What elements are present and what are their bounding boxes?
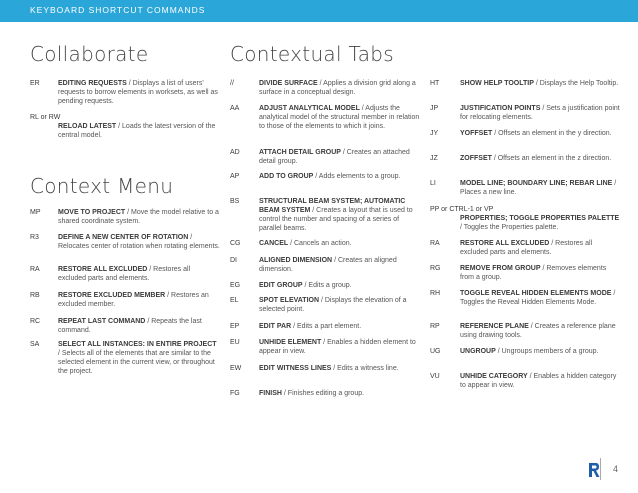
header-bar	[0, 0, 638, 22]
command-description: / Toggles the Properties palette.	[460, 224, 559, 231]
command-description: / Restores all excluded parts and elements.	[58, 266, 191, 282]
command-name: SHOW HELP TOOLTIP	[460, 80, 534, 87]
shortcut-key: RL or RW	[30, 114, 61, 121]
command-name: REFERENCE PLANE	[460, 323, 529, 330]
shortcut-key: EU	[230, 339, 240, 346]
shortcut-entry	[430, 104, 620, 122]
shortcut-entry	[430, 372, 620, 390]
command-name: JUSTIFICATION POINTS	[460, 105, 541, 112]
command-name: YOFFSET	[460, 130, 493, 137]
shortcut-entry	[430, 347, 620, 356]
shortcut-key: EW	[230, 365, 242, 372]
command-name: FINISH	[259, 390, 282, 397]
command-name: DIVIDE SURFACE	[259, 80, 318, 87]
shortcut-entry	[30, 79, 220, 106]
shortcut-entry	[230, 364, 422, 373]
command-name: TOGGLE REVEAL HIDDEN ELEMENTS MODE	[460, 290, 612, 297]
command-description: / Loads the latest version of the central model.	[58, 123, 216, 139]
shortcut-entry	[30, 113, 220, 140]
shortcut-key: EL	[230, 297, 239, 304]
shortcut-key: MP	[30, 209, 41, 216]
shortcut-key: PP or CTRL-1 or VP	[430, 206, 494, 213]
shortcut-entry	[30, 291, 220, 309]
shortcut-entry	[230, 148, 422, 166]
shortcut-entry	[30, 265, 220, 283]
shortcut-entry	[30, 317, 220, 335]
command-description: / Adds elements to a group.	[313, 173, 401, 180]
command-name: EDIT GROUP	[259, 282, 303, 289]
command-description: / Move the model relative to a shared coordinate system.	[58, 209, 219, 225]
command-name: CANCEL	[259, 240, 289, 247]
shortcut-key: RC	[30, 318, 41, 325]
command-description: / Removes elements from a group.	[460, 265, 607, 281]
command-name: STRUCTURAL BEAM SYSTEM; AUTOMATIC BEAM SYSTEM	[259, 198, 406, 214]
command-description: / Displays a list of users' requests to borrow elements in worksets, as well as pending requests.	[58, 80, 218, 105]
collaborate-title: Collaborate	[30, 42, 149, 66]
command-name: REPEAT LAST COMMAND	[58, 318, 146, 325]
command-name: ALIGNED DIMENSION	[259, 257, 333, 264]
shortcut-key: VU	[430, 373, 440, 380]
shortcut-key: RA	[30, 266, 40, 273]
command-name: PROPERTIES; TOGGLE PROPERTIES PALETTE	[460, 215, 620, 222]
shortcut-entry	[430, 264, 620, 282]
header-title: KEYBOARD SHORTCUT COMMANDS	[30, 5, 206, 15]
footer-divider	[600, 458, 601, 480]
shortcut-key: JP	[430, 105, 439, 112]
command-name: MOVE TO PROJECT	[58, 209, 126, 216]
command-name: UNHIDE ELEMENT	[259, 339, 322, 346]
command-description: / Selects all of the elements that are similar to the selected element in the current view, or throughout the project.	[58, 350, 215, 375]
shortcut-entry	[230, 338, 422, 356]
shortcut-entry	[30, 233, 220, 251]
command-description: / Restores all excluded parts and elements.	[460, 240, 593, 256]
command-description: / Applies a division grid along a surface in a conceptual design.	[259, 80, 416, 96]
shortcut-entry	[30, 340, 220, 376]
command-name: RELOAD LATEST	[58, 123, 117, 130]
command-description: / Edits a group.	[302, 282, 352, 289]
command-description: / Displays the elevation of a selected point.	[259, 297, 407, 313]
command-description: / Creates an aligned dimension.	[259, 257, 397, 273]
command-description: / Creates an attached detail group.	[259, 149, 410, 165]
command-name: ADD TO GROUP	[259, 173, 314, 180]
shortcut-entry	[430, 322, 620, 340]
shortcut-entry	[230, 322, 422, 331]
command-name: EDIT WITNESS LINES	[259, 365, 332, 372]
command-name: MODEL LINE; BOUNDARY LINE; REBAR LINE	[460, 180, 613, 187]
command-name: ZOFFSET	[460, 155, 492, 162]
command-description: / Edits a part element.	[291, 323, 362, 330]
shortcut-key: CG	[230, 240, 241, 247]
command-name: ATTACH DETAIL GROUP	[259, 149, 341, 156]
shortcut-key: LI	[430, 180, 436, 187]
command-description: / Offsets an element in the z direction.	[491, 155, 612, 162]
shortcut-key: RH	[430, 290, 441, 297]
command-description: / Ungroups members of a group.	[495, 348, 599, 355]
shortcut-key: RG	[430, 265, 441, 272]
page-number: 4	[613, 464, 619, 474]
shortcut-entry	[430, 289, 620, 307]
context-menu-title: Context Menu	[30, 174, 174, 198]
shortcut-key: ER	[30, 80, 40, 87]
command-description: / Adjusts the analytical model of the structural member in relation to those of the elements to which it joins.	[259, 105, 420, 130]
shortcut-entry	[430, 154, 620, 163]
shortcut-entry	[430, 179, 620, 197]
shortcut-key: RP	[430, 323, 440, 330]
shortcut-key: DI	[230, 257, 237, 264]
command-description: / Finishes editing a group.	[281, 390, 365, 397]
command-name: ADJUST ANALYTICAL MODEL	[259, 105, 360, 112]
command-name: RESTORE ALL EXCLUDED	[58, 266, 148, 273]
shortcut-key: JZ	[430, 155, 438, 162]
shortcut-entry	[230, 197, 422, 233]
shortcut-key: EP	[230, 323, 240, 330]
command-description: / Cancels an action.	[288, 240, 352, 247]
command-description: / Sets a justification point for relocating elements.	[460, 105, 620, 121]
command-name: DEFINE A NEW CENTER OF ROTATION	[58, 234, 189, 241]
revit-logo-icon	[588, 462, 600, 478]
shortcut-entry	[430, 205, 620, 232]
shortcut-key: HT	[430, 80, 440, 87]
shortcut-entry	[230, 281, 422, 290]
contextual-tabs-title: Contextual Tabs	[230, 42, 394, 66]
shortcut-entry	[430, 79, 620, 88]
shortcut-key: R3	[30, 234, 39, 241]
command-description: / Restores an excluded member.	[58, 292, 209, 308]
command-description: / Offsets an element in the y direction.	[492, 130, 612, 137]
shortcut-key: AP	[230, 173, 240, 180]
shortcut-entry	[230, 79, 422, 97]
shortcut-key: RB	[30, 292, 40, 299]
shortcut-key: //	[230, 80, 234, 87]
command-name: RESTORE EXCLUDED MEMBER	[58, 292, 166, 299]
shortcut-entry	[430, 239, 620, 257]
shortcut-key: AA	[230, 105, 240, 112]
command-description: / Enables a hidden category to appear in view.	[460, 373, 617, 389]
shortcut-entry	[230, 239, 422, 248]
shortcut-entry	[30, 208, 220, 226]
shortcut-key: AD	[230, 149, 240, 156]
command-name: EDIT PAR	[259, 323, 292, 330]
shortcut-key: JY	[430, 130, 439, 137]
command-name: SELECT ALL INSTANCES: IN ENTIRE PROJECT	[58, 341, 217, 348]
shortcut-key: BS	[230, 198, 240, 205]
command-description: / Repeats the last command.	[58, 318, 202, 334]
command-description: / Creates a layout that is used to control the number and spacing of a series of parallel beams.	[259, 207, 413, 232]
command-description: / Toggles the Reveal Hidden Elements Mode.	[460, 290, 616, 306]
shortcut-key: RA	[430, 240, 440, 247]
command-description: / Edits a witness line.	[331, 365, 399, 372]
command-name: SPOT ELEVATION	[259, 297, 320, 304]
command-name: EDITING REQUESTS	[58, 80, 127, 87]
shortcut-entry	[230, 104, 422, 131]
shortcut-entry	[230, 296, 422, 314]
shortcut-entry	[430, 129, 620, 138]
command-name: RESTORE ALL EXCLUDED	[460, 240, 550, 247]
command-description: / Creates a reference plane using drawing tools.	[460, 323, 616, 339]
shortcut-entry	[230, 256, 422, 274]
command-name: UNGROUP	[460, 348, 496, 355]
shortcut-key: SA	[30, 341, 40, 348]
shortcut-entry	[230, 389, 422, 398]
shortcut-key: EG	[230, 282, 241, 289]
command-description: / Places a new line.	[460, 180, 617, 196]
command-description: / Displays the Help Tooltip.	[533, 80, 619, 87]
command-name: UNHIDE CATEGORY	[460, 373, 528, 380]
shortcut-key: UG	[430, 348, 441, 355]
command-description: / Relocates center of rotation when rotating elements.	[58, 234, 220, 250]
command-name: REMOVE FROM GROUP	[460, 265, 541, 272]
command-description: / Enables a hidden element to appear in view.	[259, 339, 416, 355]
shortcut-entry	[230, 172, 422, 181]
shortcut-key: FG	[230, 390, 240, 397]
